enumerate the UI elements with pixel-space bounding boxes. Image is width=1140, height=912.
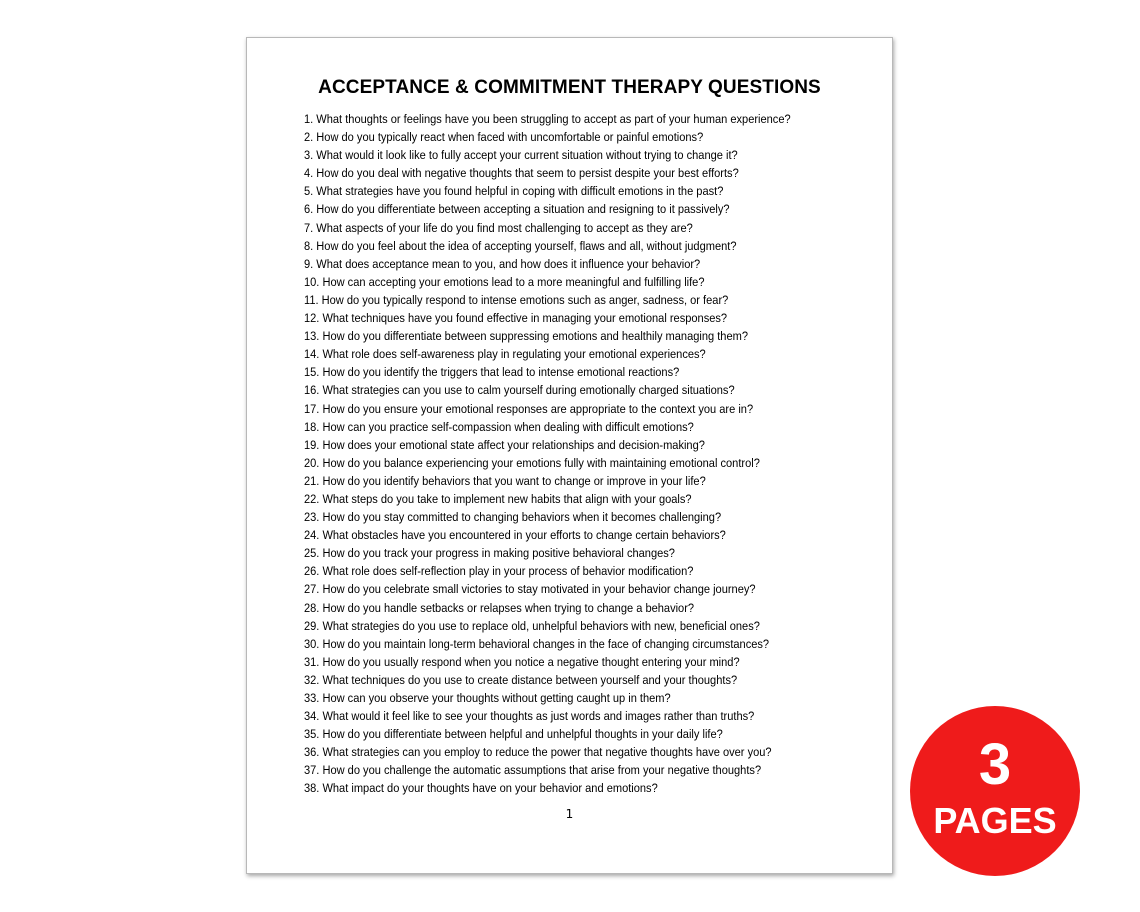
question-item: 4. How do you deal with negative thoughts that seem to persist despite your best efforts? [304,166,739,181]
question-item: 21. How do you identify behaviors that you want to change or improve in your life? [304,473,706,488]
question-item: 36. What strategies can you employ to reduce the power that negative thoughts have over you? [304,745,772,760]
question-item: 3. What would it look like to fully accept your current situation without trying to change it? [304,148,738,163]
question-item: 38. What impact do your thoughts have on your behavior and emotions? [304,781,658,796]
document-page [246,37,893,874]
question-item: 7. What aspects of your life do you find most challenging to accept as they are? [304,220,693,235]
question-item: 24. What obstacles have you encountered in your efforts to change certain behaviors? [304,528,726,543]
question-item: 37. How do you challenge the automatic assumptions that arise from your negative thoughts? [304,763,762,778]
question-item: 14. What role does self-awareness play in regulating your emotional experiences? [304,347,706,362]
question-item: 17. How do you ensure your emotional responses are appropriate to the context you are in? [304,401,754,416]
question-item: 8. How do you feel about the idea of accepting yourself, flaws and all, without judgment? [304,238,737,253]
question-item: 29. What strategies do you use to replace old, unhelpful behaviors with new, beneficial ones? [304,618,760,633]
page-count-badge [910,706,1080,876]
question-item: 9. What does acceptance mean to you, and how does it influence your behavior? [304,256,701,271]
question-item: 25. How do you track your progress in making positive behavioral changes? [304,546,675,561]
question-item: 26. What role does self-reflection play in your process of behavior modification? [304,564,694,579]
question-item: 19. How does your emotional state affect your relationships and decision-making? [304,437,705,452]
question-item: 35. How do you differentiate between helpful and unhelpful thoughts in your daily life? [304,727,723,742]
question-item: 18. How can you practice self-compassion when dealing with difficult emotions? [304,419,694,434]
question-item: 13. How do you differentiate between suppressing emotions and healthily managing them? [304,329,749,344]
question-item: 1. What thoughts or feelings have you been struggling to accept as part of your human experience? [304,112,791,126]
question-item: 31. How do you usually respond when you notice a negative thought entering your mind? [304,654,740,669]
page-title: ACCEPTANCE & COMMITMENT THERAPY QUESTIONS [318,77,821,98]
question-item: 23. How do you stay committed to changing behaviors when it becomes challenging? [304,510,722,525]
question-item: 22. What steps do you take to implement new habits that align with your goals? [304,491,692,506]
question-item: 6. How do you differentiate between accepting a situation and resigning to it passively? [304,202,730,217]
question-item: 27. How do you celebrate small victories to stay motivated in your behavior change journey? [304,582,756,597]
question-item: 10. How can accepting your emotions lead to a more meaningful and fulfilling life? [304,274,705,289]
badge-label: PAGES [933,800,1057,841]
question-item: 33. How can you observe your thoughts without getting caught up in them? [304,691,671,705]
question-item: 20. How do you balance experiencing your emotions fully with maintaining emotional control? [304,455,760,470]
question-item: 32. What techniques do you use to create distance between yourself and your thoughts? [304,672,738,687]
page-number: 1 [565,807,574,821]
question-item: 16. What strategies can you use to calm yourself during emotionally charged situations? [304,383,735,398]
question-item: 2. How do you typically react when faced with uncomfortable or painful emotions? [304,130,704,145]
question-item: 30. How do you maintain long-term behavioral changes in the face of changing circumstances? [304,636,770,651]
badge-number: 3 [978,732,1012,797]
question-item: 15. How do you identify the triggers that lead to intense emotional reactions? [304,365,680,380]
question-list [304,110,864,798]
question-item: 12. What techniques have you found effective in managing your emotional responses? [304,311,728,326]
question-item: 28. How do you handle setbacks or relapses when trying to change a behavior? [304,600,695,615]
question-item: 5. What strategies have you found helpful in coping with difficult emotions in the past? [304,184,724,199]
question-item: 34. What would it feel like to see your thoughts as just words and images rather than truths? [304,709,755,724]
question-item: 11. How do you typically respond to intense emotions such as anger, sadness, or fear? [304,292,729,307]
